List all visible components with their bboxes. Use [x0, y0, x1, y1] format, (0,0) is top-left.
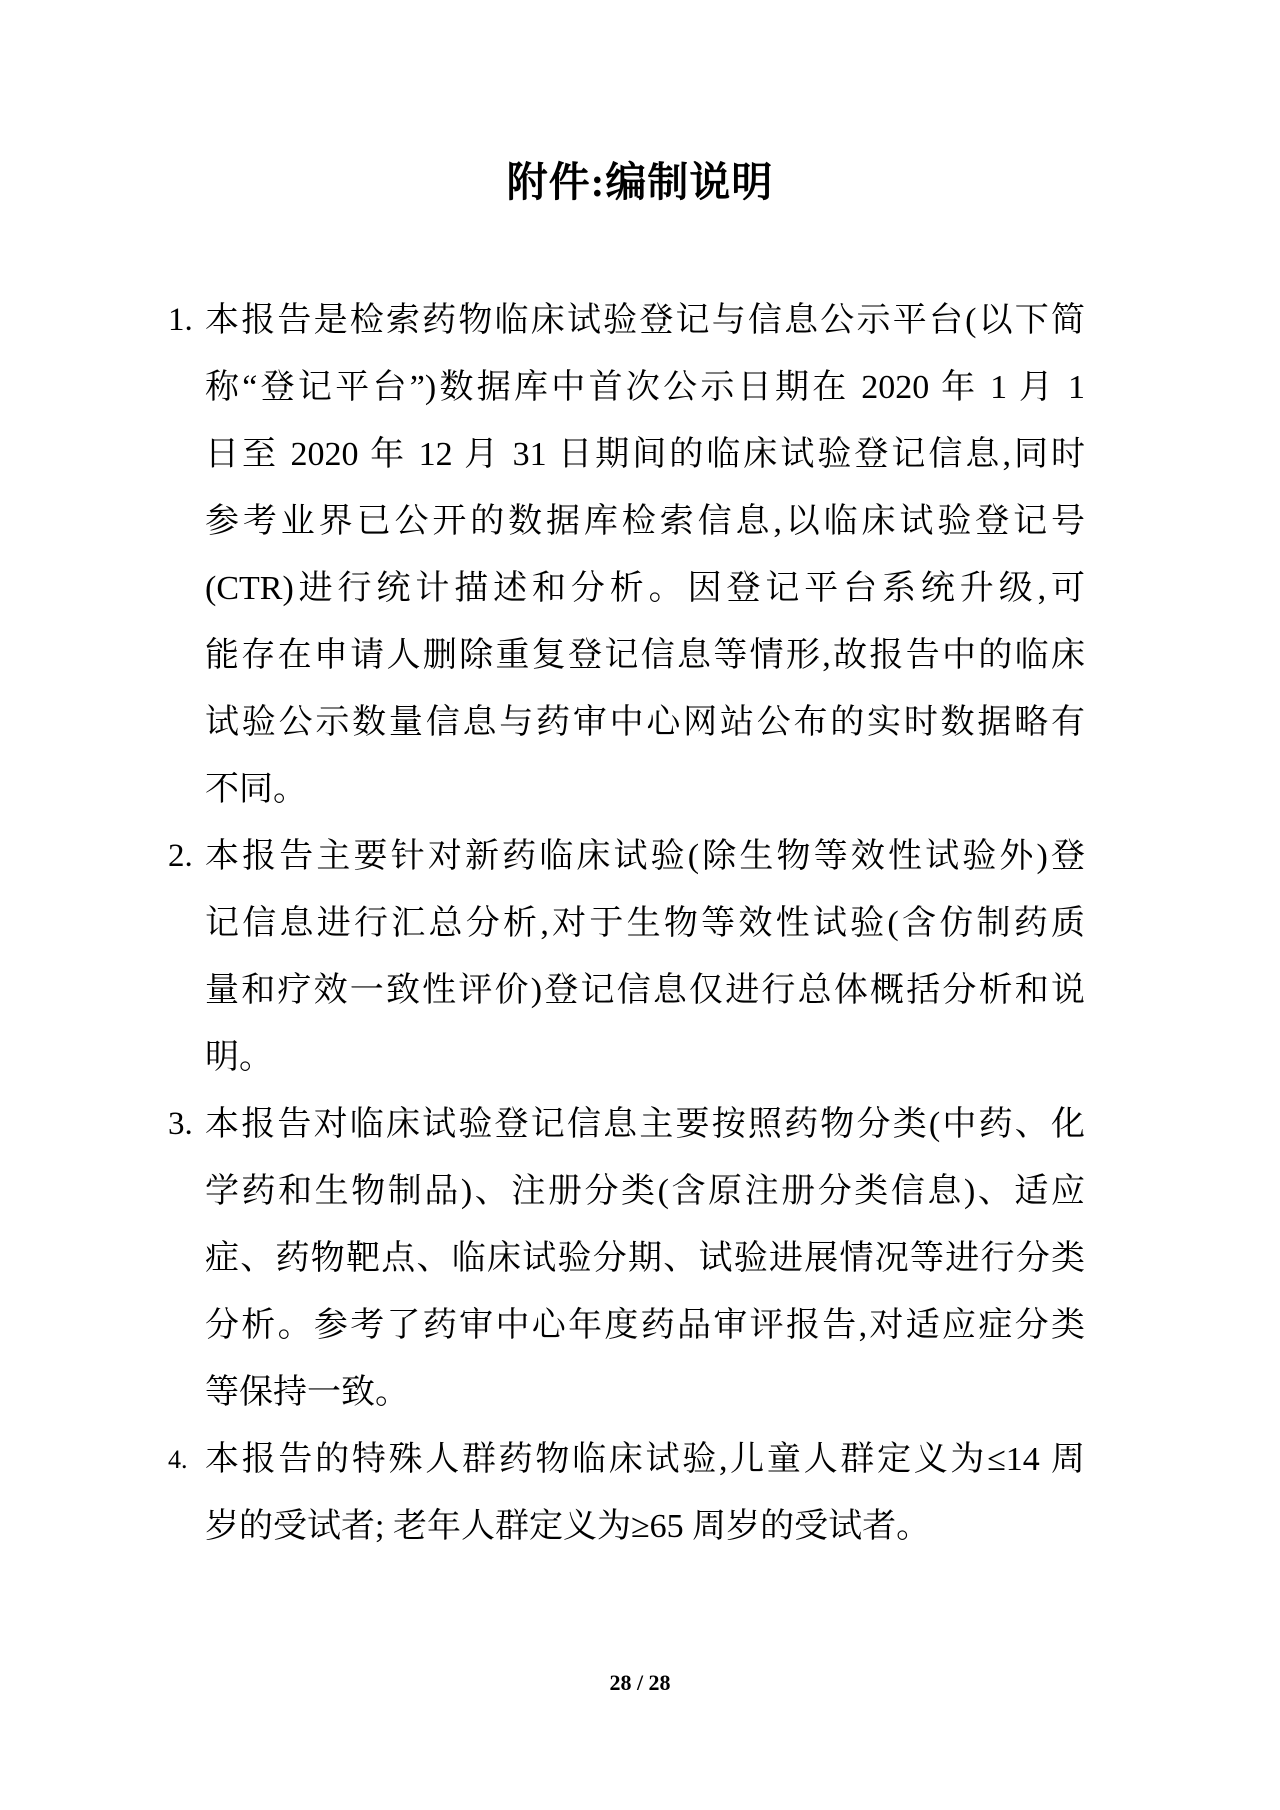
list-item-4 — [168, 1426, 1085, 1560]
text-line: 本报告是检索药物临床试验登记与信息公示平台(以下简 — [205, 302, 1085, 339]
numbered-list — [0, 287, 1280, 1560]
text-line: 本报告主要针对新药临床试验(除生物等效性试验外)登 — [205, 838, 1085, 875]
text-line: 症、药物靶点、临床试验分期、试验进展情况等进行分类 — [205, 1240, 1085, 1277]
text-line: 分析。参考了药审中心年度药品审评报告,对适应症分类 — [205, 1307, 1085, 1344]
text-line: 学药和生物制品)、注册分类(含原注册分类信息)、适应 — [205, 1173, 1085, 1210]
list-item-number: 2. — [168, 838, 193, 874]
text-line: 能存在申请人删除重复登记信息等情形,故报告中的临床 — [205, 637, 1085, 674]
list-item-number: 3. — [168, 1106, 193, 1142]
page-number: 28 / 28 — [609, 1670, 671, 1695]
text-line: 记信息进行汇总分析,对于生物等效性试验(含仿制药质 — [205, 905, 1085, 942]
text-line: 日至 2020 年 12 月 31 日期间的临床试验登记信息,同时 — [205, 436, 1085, 473]
page-title: 附件:编制说明 — [506, 159, 774, 205]
text-line: 本报告对临床试验登记信息主要按照药物分类(中药、化 — [205, 1106, 1085, 1143]
list-item-1 — [168, 287, 1085, 823]
list-item-text — [205, 287, 1085, 823]
text-line: (CTR)进行统计描述和分析。因登记平台系统升级,可 — [205, 570, 1085, 607]
text-line: 等保持一致。 — [205, 1374, 409, 1411]
list-item-text — [205, 1091, 1085, 1426]
list-item-2 — [168, 823, 1085, 1091]
text-line: 试验公示数量信息与药审中心网站公布的实时数据略有 — [205, 704, 1085, 741]
text-line: 称“登记平台”)数据库中首次公示日期在 2020 年 1 月 1 — [205, 369, 1085, 406]
text-line: 本报告的特殊人群药物临床试验,儿童人群定义为≤14 周 — [205, 1441, 1085, 1478]
text-line: 不同。 — [205, 771, 307, 808]
text-line: 量和疗效一致性评价)登记信息仅进行总体概括分析和说 — [205, 972, 1085, 1009]
list-item-text — [205, 823, 1085, 1091]
list-item-number: 4. — [168, 1445, 188, 1474]
text-line: 明。 — [205, 1039, 273, 1076]
list-item-number: 1. — [168, 302, 193, 338]
text-line: 参考业界已公开的数据库检索信息,以临床试验登记号 — [205, 503, 1085, 540]
text-line: 岁的受试者; 老年人群定义为≥65 周岁的受试者。 — [205, 1508, 931, 1545]
list-item-3 — [168, 1091, 1085, 1426]
list-item-text — [205, 1426, 1085, 1560]
